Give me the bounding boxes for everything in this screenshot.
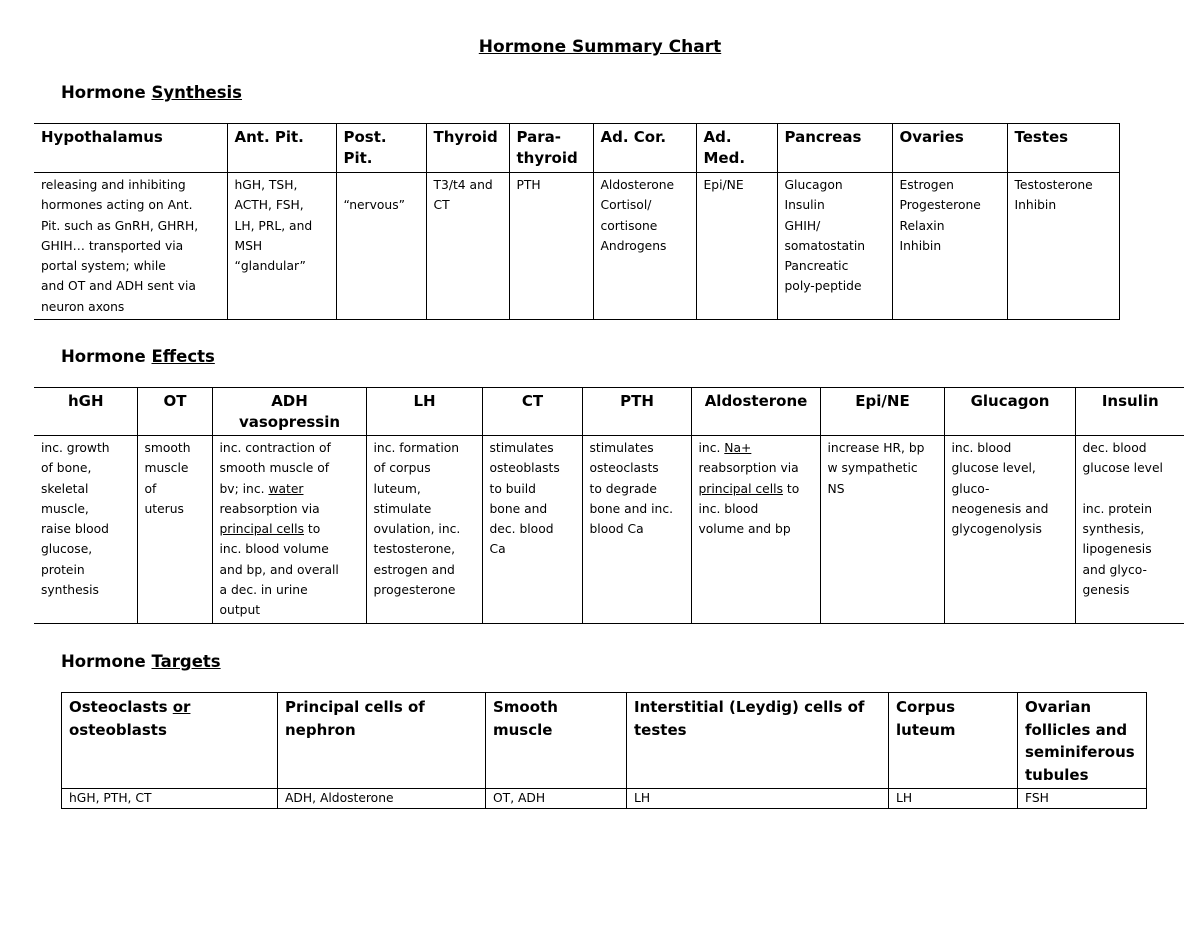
- effects-cell-adh: [212, 436, 366, 624]
- targets-cell: hGH, PTH, CT: [62, 789, 278, 809]
- effects-cell-lh: inc. formation of corpus luteum, stimulate ovulation, inc. testosterone, estrogen and progesterone: [366, 436, 482, 624]
- effects-cell-epi: increase HR, bp w sympathetic NS: [820, 436, 944, 624]
- targets-header-cell: Ovarian follicles and seminiferous tubules: [1018, 693, 1147, 789]
- effects-header-cell: PTH: [582, 388, 691, 436]
- synthesis-cell: Epi/NE: [696, 173, 777, 320]
- targets-header-cell: [62, 693, 278, 789]
- synthesis-header-cell: Ad. Med.: [696, 124, 777, 173]
- synthesis-header-cell: Hypothalamus: [34, 124, 227, 173]
- effects-cell-pth: stimulates osteoclasts to degrade bone and inc. blood Ca: [582, 436, 691, 624]
- synthesis-cell: PTH: [509, 173, 593, 320]
- effects-cell-glucagon: inc. blood glucose level, gluco- neogenesis and glycogenolysis: [944, 436, 1075, 624]
- effects-heading: [61, 347, 215, 366]
- synthesis-table: [34, 123, 1120, 320]
- underlined-text: principal cells: [219, 522, 304, 537]
- synthesis-cell: releasing and inhibiting hormones acting on Ant. Pit. such as GnRH, GHRH, GHIH… transported via portal system; while and OT and ADH sent via neuron axons: [34, 173, 227, 320]
- effects-heading-prefix: Hormone: [61, 347, 152, 366]
- synthesis-data-row: [34, 173, 1119, 320]
- targets-heading: [61, 652, 221, 671]
- targets-cell: LH: [627, 789, 889, 809]
- underlined-text: water: [268, 481, 304, 496]
- synthesis-header-cell: Para- thyroid: [509, 124, 593, 173]
- targets-header-cell: Smooth muscle: [486, 693, 627, 789]
- synthesis-cell: “nervous”: [336, 173, 426, 320]
- synthesis-cell: T3/t4 and CT: [426, 173, 509, 320]
- synthesis-header-cell: Ovaries: [892, 124, 1007, 173]
- effects-cell-ct: stimulates osteoblasts to build bone and dec. blood Ca: [482, 436, 582, 624]
- text: Osteoclasts: [69, 698, 173, 716]
- effects-header-cell: CT: [482, 388, 582, 436]
- effects-header-cell: Aldosterone: [691, 388, 820, 436]
- targets-heading-prefix: Hormone: [61, 652, 152, 671]
- effects-header-cell: Insulin: [1075, 388, 1184, 436]
- text: reabsorption via: [219, 501, 320, 516]
- synthesis-heading: [61, 83, 242, 102]
- effects-header-cell: hGH: [34, 388, 137, 436]
- targets-cell: OT, ADH: [486, 789, 627, 809]
- underlined-text: principal cells: [698, 481, 783, 496]
- text: to inc. blood volume and bp, and overall a dec. in urine output: [219, 522, 339, 618]
- effects-data-row: [34, 436, 1184, 624]
- synthesis-cell: Testosterone Inhibin: [1007, 173, 1119, 320]
- synthesis-header-cell: Post. Pit.: [336, 124, 426, 173]
- effects-table: [34, 387, 1184, 624]
- effects-header-cell: OT: [137, 388, 212, 436]
- effects-cell-insulin: dec. blood glucose level inc. protein synthesis, lipogenesis and glyco- genesis: [1075, 436, 1184, 624]
- synthesis-header-cell: Testes: [1007, 124, 1119, 173]
- text: inc. contraction of smooth muscle of bv; inc.: [219, 441, 331, 496]
- effects-header-cell: LH: [366, 388, 482, 436]
- effects-header-cell: Epi/NE: [820, 388, 944, 436]
- targets-header-cell: Principal cells of nephron: [278, 693, 486, 789]
- synthesis-header-cell: Pancreas: [777, 124, 892, 173]
- targets-header-cell: Corpus luteum: [889, 693, 1018, 789]
- synthesis-header-cell: Ad. Cor.: [593, 124, 696, 173]
- synthesis-header-cell: Ant. Pit.: [227, 124, 336, 173]
- effects-header-cell: ADH vasopressin: [212, 388, 366, 436]
- text: to inc. blood volume and bp: [698, 481, 800, 537]
- targets-table: [61, 692, 1147, 809]
- text: reabsorption via: [698, 461, 799, 476]
- targets-cell: FSH: [1018, 789, 1147, 809]
- effects-cell-aldosterone: [691, 436, 820, 624]
- effects-heading-word: Effects: [151, 347, 215, 366]
- synthesis-header-row: [34, 124, 1119, 173]
- text: inc.: [698, 441, 725, 455]
- targets-data-row: [62, 789, 1147, 809]
- synthesis-cell: Aldosterone Cortisol/ cortisone Androgens: [593, 173, 696, 320]
- targets-header-row: [62, 693, 1147, 789]
- effects-header-cell: Glucagon: [944, 388, 1075, 436]
- synthesis-cell: Glucagon Insulin GHIH/ somatostatin Pancreatic poly-peptide: [777, 173, 892, 320]
- synthesis-header-cell: Thyroid: [426, 124, 509, 173]
- targets-cell: ADH, Aldosterone: [278, 789, 486, 809]
- underlined-text: Na+: [724, 441, 752, 455]
- text: osteoblasts: [69, 720, 167, 739]
- effects-cell-hgh: inc. growth of bone, skeletal muscle, raise blood glucose, protein synthesis: [34, 436, 137, 624]
- synthesis-heading-word: Synthesis: [151, 83, 243, 102]
- synthesis-cell: Estrogen Progesterone Relaxin Inhibin: [892, 173, 1007, 320]
- synthesis-heading-prefix: Hormone: [61, 83, 152, 102]
- page-title: Hormone Summary Chart: [478, 37, 722, 57]
- targets-heading-word: Targets: [151, 652, 221, 671]
- underlined-text: or: [172, 698, 191, 716]
- targets-cell: LH: [889, 789, 1018, 809]
- targets-header-cell: Interstitial (Leydig) cells of testes: [627, 693, 889, 789]
- effects-header-row: [34, 388, 1184, 436]
- effects-cell-ot: smooth muscle of uterus: [137, 436, 212, 624]
- synthesis-cell: hGH, TSH, ACTH, FSH, LH, PRL, and MSH “glandular”: [227, 173, 336, 320]
